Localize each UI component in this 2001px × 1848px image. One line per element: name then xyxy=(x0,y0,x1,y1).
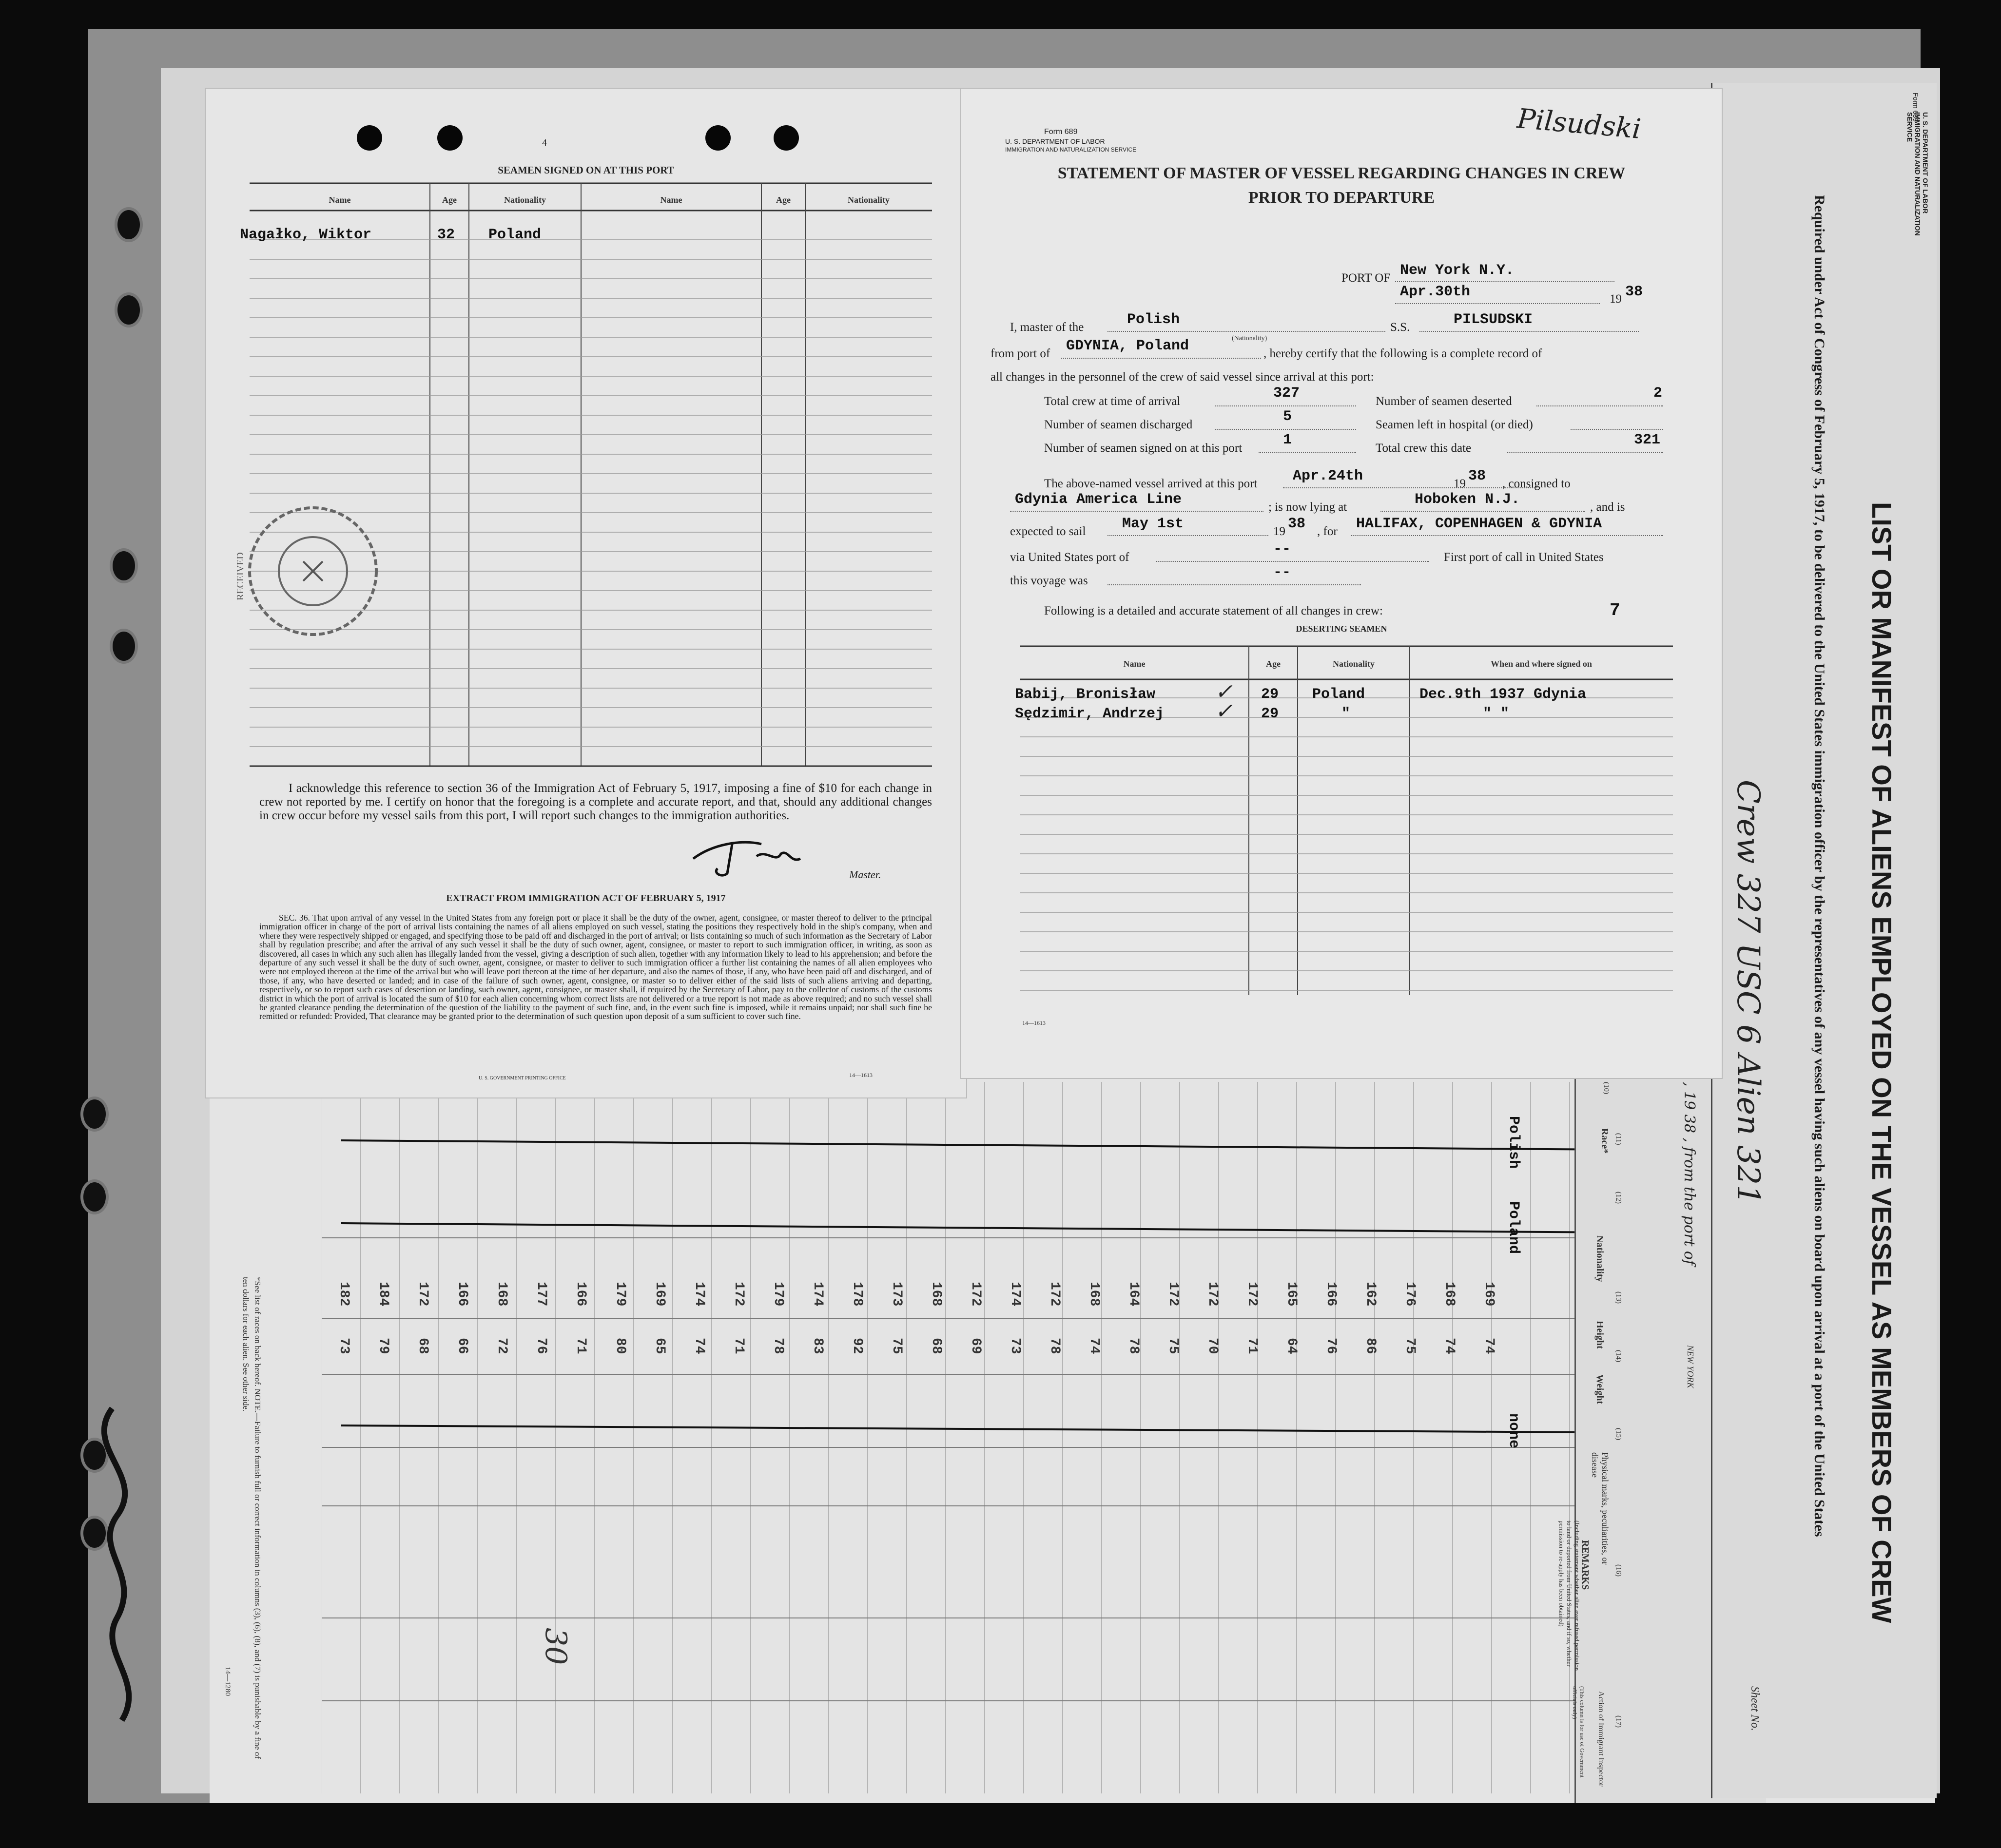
col-number-15: (15) xyxy=(1614,1428,1622,1440)
manifest-weight: 73 xyxy=(1008,1338,1023,1354)
manifest-weight: 71 xyxy=(573,1338,588,1354)
voyage-value: -- xyxy=(1273,564,1291,581)
manifest-weight: 66 xyxy=(455,1338,470,1354)
year-prefix: 19 xyxy=(1610,292,1622,306)
handwritten-scribble xyxy=(73,1389,161,1730)
signed-on-label: Number of seamen signed on at this port xyxy=(1044,442,1243,455)
manifest-weight: 65 xyxy=(652,1338,667,1354)
signed-on-nationality: Poland xyxy=(488,227,542,243)
manifest-port-value: NEW YORK xyxy=(1686,1345,1695,1388)
immigration-stamp xyxy=(235,493,391,649)
manifest-height: 176 xyxy=(1402,1282,1418,1307)
arrived-date: Apr.24th xyxy=(1293,468,1363,484)
manifest-height: 169 xyxy=(652,1282,667,1307)
binder-hole xyxy=(80,1097,109,1132)
manifest-height: 168 xyxy=(1442,1282,1457,1307)
handwritten-vessel-name: Pilsudski xyxy=(1515,103,1643,145)
manifest-height: 179 xyxy=(771,1282,786,1307)
page-number: 4 xyxy=(542,137,547,148)
manifest-weight: 68 xyxy=(929,1338,944,1354)
manifest-height: 177 xyxy=(534,1282,549,1307)
deserting-col-age: Age xyxy=(1266,659,1281,669)
manifest-height: 182 xyxy=(336,1282,351,1307)
manifest-height: 168 xyxy=(929,1282,944,1307)
deserter-name: Sędzimir, Andrzej xyxy=(1015,706,1165,722)
manifest-weight: 74 xyxy=(1087,1338,1102,1354)
manifest-title-panel xyxy=(1711,83,1937,1798)
service: IMMIGRATION AND NATURALIZATION SERVICE xyxy=(1005,146,1137,153)
deserting-title: DESERTING SEAMEN xyxy=(1296,624,1387,634)
manifest-weight: 83 xyxy=(810,1338,825,1354)
total-crew-this-date: 321 xyxy=(1634,432,1661,448)
total-crew-arrival: 327 xyxy=(1273,385,1300,402)
vessel-name: PILSUDSKI xyxy=(1454,311,1533,328)
manifest-weight: 64 xyxy=(1284,1338,1299,1354)
first-port-label: First port of call in United States xyxy=(1444,551,1604,564)
left-form-number: 14—1613 xyxy=(849,1072,873,1078)
deserted-label: Number of seamen deserted xyxy=(1376,395,1512,408)
col-number-11: (11) xyxy=(1614,1133,1622,1145)
manifest-marks: none xyxy=(1505,1413,1522,1449)
master-signature xyxy=(683,834,820,878)
manifest-weight: 71 xyxy=(1244,1338,1260,1354)
punch-hole xyxy=(705,125,731,151)
manifest-height: 172 xyxy=(415,1282,430,1307)
form-id: Form 689 xyxy=(1044,128,1078,136)
signed-on-age: 32 xyxy=(437,227,455,243)
panel-agency: U. S. DEPARTMENT OF LABOR IMMIGRATION AND NATURALIZATION SERVICE xyxy=(1906,112,1929,236)
manifest-height: 174 xyxy=(692,1282,707,1307)
year-value: 38 xyxy=(1625,284,1643,300)
col-header-nationality: Nationality xyxy=(504,195,546,205)
check-mark: ✓ xyxy=(1215,699,1233,724)
manifest-height: 164 xyxy=(1126,1282,1141,1307)
deserter-nationality: " xyxy=(1341,706,1351,722)
master-of-label: I, master of the xyxy=(1010,321,1084,334)
panel-main-title: LIST OR MANIFEST OF ALIENS EMPLOYED ON THE VESSEL AS MEMBERS OF CREW xyxy=(1866,502,1897,1623)
via-label: via United States port of xyxy=(1010,551,1129,564)
nationality-caption: (Nationality) xyxy=(1232,335,1267,342)
manifest-nationality: Poland xyxy=(1505,1201,1522,1254)
total-crew-arrival-label: Total crew at time of arrival xyxy=(1044,395,1181,408)
remarks-note: (Including statement whether alien ever refused permission to land or deported from United States, and if so, whether permission to re-apply has been obtained) xyxy=(1558,1521,1581,1671)
manifest-height: 162 xyxy=(1363,1282,1378,1307)
extract-text: SEC. 36. That upon arrival of any vessel in the United States from any foreign port or place it shall be the duty of the owner, agent, consignee, or master thereof to deliver to the principal immigration officer in charge of the port of arrival lists containing the names of all aliens employed on such vessel, stating the positions they respectively hold in the ship's company, when and where they were respectively shipped or engaged, and specifying those to be paid off and discharged in the port of arrival; or lists containing so much of such information as the Secretary of Labor shall by regulation prescribe; and after the arrival of any such vessel it shall be the duty of such owner, agent, consignee, or master to report to such immigration officer, in writing, as soon as discovered, all cases in which any such alien has illegally landed from the vessel, giving a description of such alien, together with any information likely to lead to his apprehension; and before the departure of any such vessel it shall be the duty of such owner, agent, consignee, or master to deliver to such immigration officer a further list containing the names of all alien employees who were not employed thereon at the time of the arrival but who will leave port thereon at the time of her departure, and also the names of those, if any, who have been paid off and discharged, and of those, if any, who have deserted or landed; and in case of the failure of such owner, agent, consignee, or master so to deliver either of the said lists of such aliens arriving and departing, respectively, or so to report such cases of desertion or landing, such owner, agent, consignee, or master shall, if required by the Secretary of Labor, pay to the collector of customs of the customs district in which the port of arrival is located the sum of $10 for each alien concerning whom correct lists are not delivered or a true report is not made as above required; and no such vessel shall be granted clearance pending the determination of the question of the liability to the payment of such fine, and, in the event such fine is imposed, while it remains unpaid; nor shall such fine be remitted or refunded: Provided, That clearance may be granted prior to the determination of such question upon deposit of a sum sufficient to cover such fine. xyxy=(259,913,932,1021)
manifest-weight: 92 xyxy=(850,1338,865,1354)
seamen-signed-on: 1 xyxy=(1283,432,1292,448)
binder-hole xyxy=(110,629,138,664)
manifest-weight: 75 xyxy=(889,1338,904,1354)
deserter-signed-on: " " xyxy=(1483,706,1510,722)
manifest-weight: 79 xyxy=(376,1338,391,1354)
deserting-col-nationality: Nationality xyxy=(1332,659,1375,669)
manifest-from-port-label: , 19 38 , from the port of xyxy=(1681,1082,1698,1266)
col-header-height: Height xyxy=(1594,1321,1605,1349)
manifest-height: 166 xyxy=(573,1282,588,1307)
manifest-height: 169 xyxy=(1481,1282,1496,1307)
manifest-height: 168 xyxy=(494,1282,509,1307)
manifest-height: 173 xyxy=(889,1282,904,1307)
deserting-col-signed-on: When and where signed on xyxy=(1491,659,1592,669)
deserter-age: 29 xyxy=(1261,706,1279,722)
manifest-weight: 80 xyxy=(613,1338,628,1354)
col-header-name: Name xyxy=(329,195,351,205)
signed-on-name: Nagałko, Wiktor xyxy=(240,227,372,243)
manifest-weight: 78 xyxy=(1126,1338,1141,1354)
manifest-height: 174 xyxy=(1008,1282,1023,1307)
arrived-label: The above-named vessel arrived at this port xyxy=(1044,477,1258,490)
col-header-weight: Weight xyxy=(1594,1374,1605,1405)
col-number-12: (12) xyxy=(1614,1192,1622,1204)
manifest-weight: 70 xyxy=(1205,1338,1220,1354)
lying-label: ; is now lying at xyxy=(1268,500,1347,514)
deserter-nationality: Poland xyxy=(1312,686,1365,703)
manifest-weight: 78 xyxy=(1047,1338,1062,1354)
deserting-col-name: Name xyxy=(1123,659,1146,669)
col-header-race: Race* xyxy=(1599,1128,1610,1154)
following-text: Following is a detailed and accurate statement of all changes in crew: xyxy=(1044,604,1383,617)
voyage-label: this voyage was xyxy=(1010,574,1088,587)
inspector-note: (This column is for use of Government officials only) xyxy=(1572,1686,1586,1778)
manifest-height: 172 xyxy=(1244,1282,1260,1307)
manifest-weight: 73 xyxy=(336,1338,351,1354)
manifest-form-number: 14—1280 xyxy=(224,1667,232,1696)
manifest-height: 178 xyxy=(850,1282,865,1307)
lying-at: Hoboken N.J. xyxy=(1415,491,1520,508)
for-label: , for xyxy=(1317,525,1338,538)
manifest-race: Polish xyxy=(1505,1116,1522,1169)
vessel-nationality: Polish xyxy=(1127,311,1180,328)
ss-label: S.S. xyxy=(1390,321,1410,334)
expected-label: expected to sail xyxy=(1010,525,1086,538)
manifest-weight: 75 xyxy=(1166,1338,1181,1354)
col-header-age-2: Age xyxy=(776,195,791,205)
via-port: -- xyxy=(1273,541,1291,558)
manifest-weight: 78 xyxy=(771,1338,786,1354)
punch-hole xyxy=(437,125,463,151)
seamen-deserted: 2 xyxy=(1653,385,1663,402)
col-header-nationality-2: Nationality xyxy=(847,195,890,205)
expected-year: 38 xyxy=(1288,516,1306,532)
manifest-grid xyxy=(322,1082,1687,1793)
and-is-label: , and is xyxy=(1590,500,1625,514)
hospital-label: Seamen left in hospital (or died) xyxy=(1376,418,1533,431)
arrived-year-prefix: 19 xyxy=(1454,477,1466,490)
punch-hole xyxy=(774,125,799,151)
statement-title: STATEMENT OF MASTER OF VESSEL REGARDING CHANGES IN CREW xyxy=(1057,164,1626,182)
col-number-16: (16) xyxy=(1614,1564,1622,1577)
acknowledgement-text: I acknowledge this reference to section 36 of the Immigration Act of February 5, 1917, imposing a fine of $10 for each change in crew not reported by me. I certify on honor that the foregoing is a complete and accurate report, and that, should any additional changes in crew occur before my vessel sails from this port, I will report such changes to the immigration authorities. xyxy=(259,782,932,822)
manifest-weight: 71 xyxy=(731,1338,746,1354)
manifest-height: 174 xyxy=(810,1282,825,1307)
manifest-height: 172 xyxy=(968,1282,983,1307)
printer-credit: U. S. GOVERNMENT PRINTING OFFICE xyxy=(479,1076,566,1081)
manifest-height: 166 xyxy=(455,1282,470,1307)
expected-sail-date: May 1st xyxy=(1122,516,1184,532)
count-mark: 7 xyxy=(1610,600,1620,620)
manifest-weight: 74 xyxy=(692,1338,707,1354)
manifest-weight: 68 xyxy=(415,1338,430,1354)
col-header-remarks: REMARKS xyxy=(1580,1540,1591,1590)
statement-date: Apr.30th xyxy=(1400,284,1471,300)
binder-hole xyxy=(80,1179,109,1214)
manifest-height: 172 xyxy=(1047,1282,1062,1307)
col-number-14: (14) xyxy=(1614,1350,1622,1362)
binder-hole xyxy=(110,548,138,583)
manifest-weight: 72 xyxy=(494,1338,509,1354)
changes-text: all changes in the personnel of the crew of said vessel since arrival at this port: xyxy=(991,370,1374,384)
stamp-text: RECEIVED xyxy=(235,552,246,600)
col-number-10: (10) xyxy=(1602,1082,1610,1094)
manifest-height: 172 xyxy=(731,1282,746,1307)
manifest-weight: 74 xyxy=(1442,1338,1457,1354)
manifest-weight: 69 xyxy=(968,1338,983,1354)
extract-title: EXTRACT FROM IMMIGRATION ACT OF FEBRUARY 5, 1917 xyxy=(446,893,726,904)
col-header-age: Age xyxy=(442,195,457,205)
statement-subtitle: PRIOR TO DEPARTURE xyxy=(1248,189,1435,207)
expected-year-prefix: 19 xyxy=(1273,525,1285,538)
binder-hole xyxy=(115,207,143,242)
certify-text: , hereby certify that the following is a complete record of xyxy=(1263,347,1542,360)
left-page-seamen-signed-on xyxy=(205,88,967,1098)
binder-hole xyxy=(115,292,143,327)
panel-handwritten-note: Crew 327 USC 6 Alien 321 xyxy=(1730,780,1766,1205)
manifest-height: 168 xyxy=(1087,1282,1102,1307)
port-label: PORT OF xyxy=(1341,271,1391,285)
discharged-label: Number of seamen discharged xyxy=(1044,418,1193,431)
port-value: New York N.Y. xyxy=(1400,262,1515,279)
deserter-name: Babij, Bronisław xyxy=(1015,686,1156,703)
manifest-weight: 86 xyxy=(1363,1338,1378,1354)
right-page-statement-of-master xyxy=(960,88,1723,1079)
col-number-13: (13) xyxy=(1614,1291,1622,1304)
destination: HALIFAX, COPENHAGEN & GDYNIA xyxy=(1356,516,1602,532)
col-header-physical-marks: Physical marks, peculiarities, or disease xyxy=(1590,1452,1610,1565)
manifest-height: 179 xyxy=(613,1282,628,1307)
manifest-weight: 75 xyxy=(1402,1338,1418,1354)
manifest-height: 172 xyxy=(1166,1282,1181,1307)
check-mark: ✓ xyxy=(1215,679,1233,704)
manifest-height: 166 xyxy=(1323,1282,1339,1307)
manifest-weight: 74 xyxy=(1481,1338,1496,1354)
panel-sheet-label: Sheet No. xyxy=(1748,1686,1761,1731)
total-crew-date-label: Total crew this date xyxy=(1376,442,1472,455)
from-port-value: GDYNIA, Poland xyxy=(1066,338,1189,354)
right-form-number: 14—1613 xyxy=(1022,1020,1046,1026)
manifest-footnote: *See list of races on back hereof. NOTE.—Failure to furnish full or correct information in columns (3), (6), (8), and (7) is punishable by a fine of ten dollars for each alien. See other side. xyxy=(241,1277,262,1759)
punch-hole xyxy=(357,125,382,151)
manifest-weight: 76 xyxy=(534,1338,549,1354)
panel-subtitle: Required under Act of Congress of February 5, 1917, to be delivered to the United States immigration officer by the representatives of any vessel having such aliens on board upon arrival at a port of the United States xyxy=(1811,195,1827,1537)
arrived-year: 38 xyxy=(1468,468,1486,484)
col-number-17: (17) xyxy=(1614,1715,1622,1728)
consigned-label: , consigned to xyxy=(1502,477,1571,490)
manifest-weight: 76 xyxy=(1323,1338,1339,1354)
from-port-label: from port of xyxy=(991,347,1050,360)
left-page-title: SEAMEN SIGNED ON AT THIS PORT xyxy=(498,164,674,176)
manifest-height: 172 xyxy=(1205,1282,1220,1307)
signed-on-table-grid xyxy=(250,181,937,771)
signature-label: Master. xyxy=(849,868,881,881)
panel-form: Form 689 xyxy=(1912,93,1920,122)
department: U. S. DEPARTMENT OF LABOR xyxy=(1005,137,1105,145)
manifest-height: 184 xyxy=(376,1282,391,1307)
seamen-discharged: 5 xyxy=(1283,408,1292,425)
manifest-height: 165 xyxy=(1284,1282,1299,1307)
deserter-signed-on: Dec.9th 1937 Gdynia xyxy=(1419,686,1587,703)
deserter-age: 29 xyxy=(1261,686,1279,703)
col-header-name-2: Name xyxy=(660,195,682,205)
col-header-action-inspector: Action of Immigrant Inspector xyxy=(1597,1691,1605,1787)
col-header-nationality: Nationality xyxy=(1594,1235,1605,1282)
consignee: Gdynia America Line xyxy=(1015,491,1182,508)
margin-number: 30 xyxy=(539,1628,573,1665)
